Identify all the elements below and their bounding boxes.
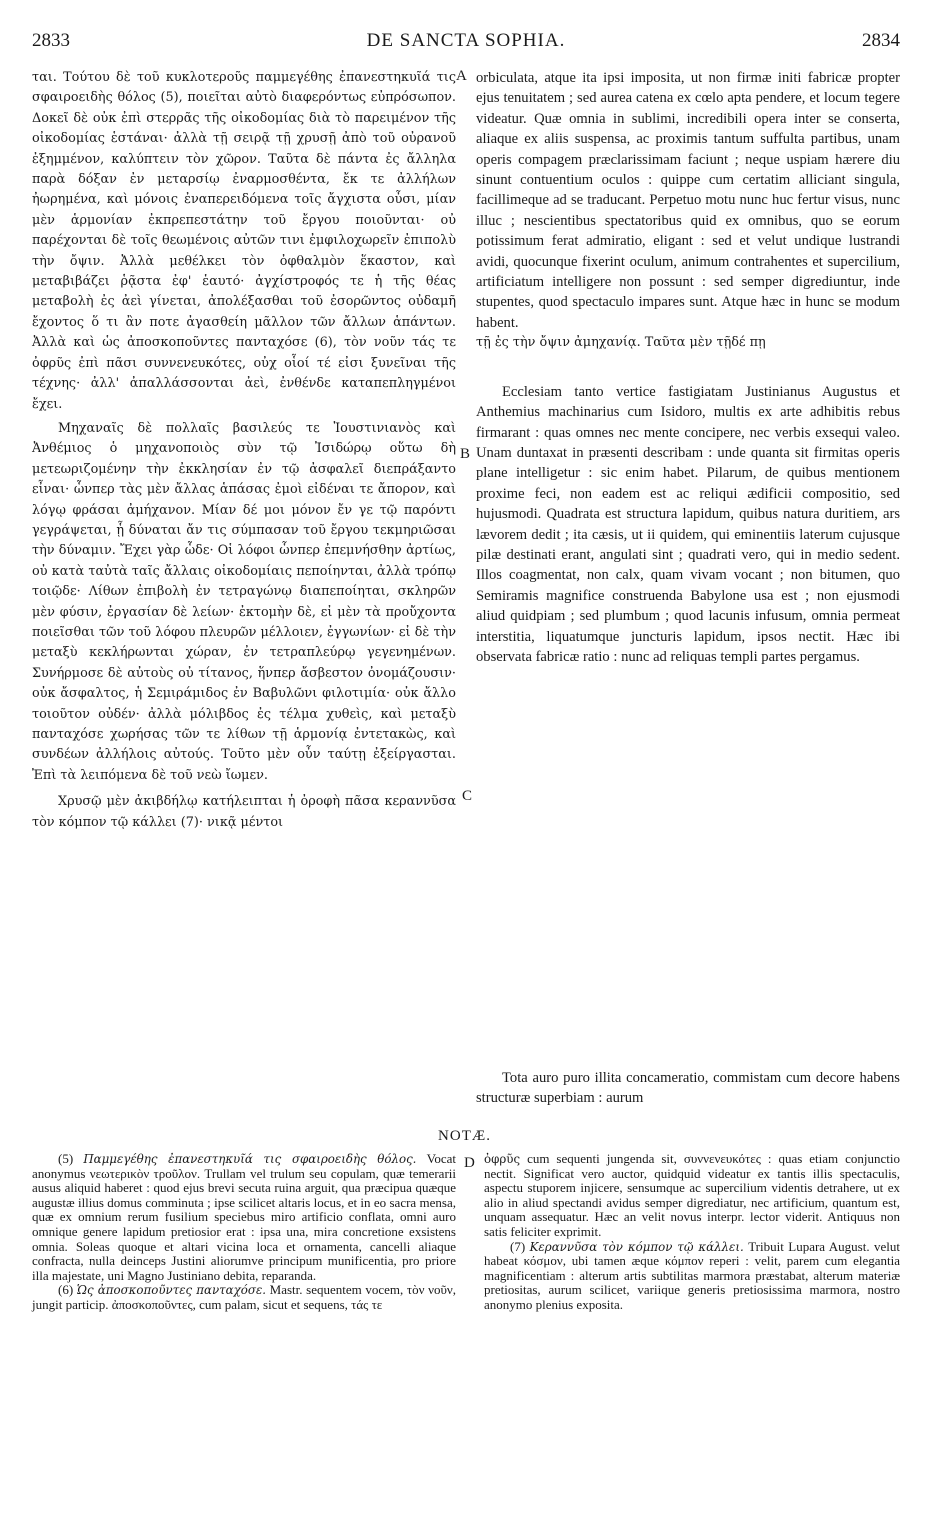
latin-paragraph: Tota auro puro illita concameratio, commistam cum decore habens structuræ superbiam : aurum: [476, 1070, 900, 1107]
footnote-5: [32, 1152, 456, 1283]
margin-letter-b: B: [460, 446, 471, 462]
footnote-6-continued: [484, 1152, 900, 1240]
greek-paragraph: ται. Τούτου δὲ τοῦ κυκλοτεροῦς παμμεγέθης ἐπανεστηκυῖά τις σφαιροειδὴς θόλος (5), ποιεῖται αὐτὸ διαφερόντως εὐπρόσωπον. Δοκεῖ δὲ οὐκ ἐπὶ στερρᾶς τῆς οἰκοδομίας διὰ τὸ παρειμένον τῆς οἰκοδομίας ἑστάναι· ἀλλὰ τῇ σειρᾷ τῇ χρυσῇ ἀπὸ τοῦ οὐρανοῦ ἐξημμένον, καλύπτειν τὸν χῶρον. Ταῦτα δὲ πάντα ἐς ἄλληλα παρὰ δόξαν ἐν μεταρσίῳ ἐναρμοσθέντα, ἔκ τε ἀλλήλων ἠωρημένα, καὶ μόνοις ἐναπερειδόμενα τοῖς ἄγχιστα οὖσι, μίαν μὲν ἁρμονίαν ἐκπρεπεστάτην τοῦ ἔργου ποιοῦνται· οὐ παρέχονται δὲ τοῖς θεωμένοις αὐτῶν τινι ἐμφιλοχωρεῖν ἐπιπολὺ τὴν ὄψιν. Ἀλλὰ μεθέλκει τὸν ὀφθαλμὸν ἕκαστον, καὶ μεταβιβάζει ῥᾷστα ἐφ' ἑαυτό· ἀγχίστροφός τε ἡ τῆς θέας μεταβολὴ ἐς ἀεὶ γίνεται, ἀπολέξασθαι τοῦ ἐσορῶντος οὐδαμῆ ἔχοντος ὅ τι ἂν ποτε ἀγασθείη μᾶλλον τῶν ἄλλων ἁπάντων. Ἀλλὰ καὶ ὡς ἀποσκοποῦντες πανταχόσε (6), τὸν νοῦν τάς τε ὀφρῦς ἐπὶ πᾶσι συννενευκότες, οὐχ οἷοί τέ εἰσι ξυνεῖναι τῆς τέχνης· ἀλλ' ἀπαλλάσσονται ἀεὶ, ἐνθένδε καταπεπληγμένοι ἔχει.: [32, 70, 456, 412]
latin-column: [476, 68, 900, 1107]
footnote-text: Tribuit Lupara August. velut habeat κόσμον, ubi tamen æque κόμπον reperi : velit, parem cum elegantia magnificentiam : alterum artis subtilitas marmora præstabat, alterum materiæ pretiositas, aurum scilicet, variique generis pretiosissima marmora, nostro anonymo plenius exposita.: [484, 1238, 901, 1312]
greek-interpolation: τῇ ἐς τὴν ὄψιν ἀμηχανίᾳ. Ταῦτα μὲν τῇδέ πῃ: [476, 335, 766, 351]
margin-letter-a: A: [456, 68, 467, 84]
notes-heading: NOTÆ.: [438, 1128, 491, 1144]
notes-right-column: [484, 1152, 900, 1313]
footnote-lemma: Παμμεγέθης ἐπανεστηκυῖά τις σφαιροειδὴς θόλος.: [83, 1152, 417, 1166]
greek-paragraph: Μηχαναῖς δὲ πολλαῖς βασιλεύς τε Ἰουστινιανὸς καὶ Ἀνθέμιος ὁ μηχανοποιὸς σὺν τῷ Ἰσιδώρῳ οὕτω δὴ μετεωριζομένην τὴν ἐκκλησίαν ἐν τῷ ἀσφαλεῖ διεπράξαντο εἶναι· ὧνπερ τὰς μὲν ἄλλας ἁπάσας ἐμοὶ εἰδέναι τε ἄπορον, καὶ λόγῳ φράσαι ἀμήχανον. Μίαν δέ μοι μόνον ἔν γε τῷ παρόντι γεγράψεται, ᾗ δύναται ἄν τις σύμπασαν τοῦ ἔργου τεκμηριῶσαι τὴν δύναμιν. Ἔχει γὰρ ὧδε· Οἱ λόφοι ὧνπερ ἐπεμνήσθην ἀρτίως, οὐ κατὰ ταὐτὰ ταῖς ἄλλαις οἰκοδομίαις πεποίηνται, ἀλλὰ τρόπῳ τοιῷδε· Λίθων ἐπιβολὴ ἐν τετραγώνῳ διαπεποίηται, σκληρῶν μὲν φύσιν, ἐργασίαν δὲ λείων· ἐκτομὴν δὲ, εἰ μὲν τὰ προὔχοντα ποιεῖσθαι τῶν τοῦ λόφου πλευρῶν μέλλοιεν, ἐγγωνίων· εἰ δὲ τὴν μεταξὺ κεκλήρωνται χώραν, ἐν τετραπλεύρῳ γεγενημένων. Συνήρμοσε δὲ αὐτοὺς οὐ τίτανος, ἥνπερ ἄσβεστον ὀνομάζουσιν· οὐκ ἄσφαλτος, ἡ Σεμιράμιδος ἐν Βαβυλῶνι φιλοτιμία· οὐκ ἄλλο τοιοῦτον οὐδέν· ἀλλὰ μόλιβδος ἐς τέλμα χυθεὶς, καὶ μεταξὺ πανταχόσε χωρήσας τῶν τε λίθων τῇ ἁρμονίᾳ ἐντετακὼς, καὶ συνδέων ἀλλήλοις αὐτούς. Τοῦτο μὲν οὖν ταύτῃ ἐξείργασται. Ἐπὶ τὰ λειπόμενα δὲ τοῦ νεὼ ἴωμεν.: [32, 420, 456, 783]
greek-column: [32, 68, 456, 833]
notes-left-column: [32, 1152, 456, 1313]
footnote-number: (6): [58, 1282, 74, 1298]
running-header: [32, 30, 900, 52]
latin-paragraph: orbiculata, atque ita ipsi imposita, ut non firmæ initi fabricæ propter ejus tenuitatem ; sed aurea catena ex cœlo apta pendere, et locum tegere videatur. Quæ omnia in sublimi, incredibili opera inter se conserta, aliaque ex aliis suspensa, ac proximis tantum suffulta partibus, unam operis compagem præclarissimam faciunt ; neque uspiam hærere diu sinunt contuentium oculos : quippe cum certatim alliciant singula, facillimeque ad se traducant. Perpetuo motu nunc huc fertur visus, nunc illuc ; nescientibus spectatoribus quid ex omnibus, quo se eorum potissimum ferat admiratio, eligant : sed et velut undique lustrandi avidi, quocunque fixerint oculum, animum contrahentes et supercilium, artificiatum intelligere non possunt : sed semper digrediuntur, inde stupentes, quod spectaculo impares sunt. Atque hæc in hunc se modum habent.: [476, 70, 900, 331]
right-page-number: 2834: [862, 30, 900, 51]
footnote-6: [32, 1283, 456, 1312]
footnote-greek: ὀφρῦς: [484, 1152, 521, 1166]
margin-letter-c: C: [462, 788, 473, 804]
footnote-number: (5): [58, 1151, 74, 1166]
footnote-text: cum sequenti jungenda sit, συννενευκότες : quas etiam conjunctio nectit. Significat vero auctor, quidquid videatur ex tantis illis spectaculis, aspectu stuporem injicere, sensumque ac supercilium videntis detrahere, ut ex alio in aliud spectandi avidus semper digrediatur, nec artificium, quantum est, unquam assequatur. Hæc an velit novus interpr. lector viderit. Antiquus non satis feliciter exprimit.: [484, 1151, 900, 1239]
footnote-text: Mastr. sequentem vocem, τὸν νοῦν, jungit particip. ἀποσκοποῦντες, cum palam, sicut et sequens, τάς τε: [32, 1282, 457, 1312]
footnote-number: (7): [510, 1238, 526, 1254]
footnote-7: [484, 1240, 900, 1313]
left-page-number: 2833: [32, 30, 70, 51]
footnote-lemma: Ὡς ἀποσκοποῦντες πανταχόσε.: [76, 1283, 267, 1298]
running-title: DE SANCTA SOPHIA.: [366, 30, 566, 51]
latin-paragraph: Ecclesiam tanto vertice fastigiatam Justinianus Augustus et Anthemius machinarius cum Isidoro, multis ex arte adhibitis rebus firmarant : quas omnes nec mente concipere, nec verbis exsequi valeo. Unam duntaxat in præsenti describam : unde quanta sit firmitas operis plane intelligetur : sic enim habet. Pilarum, de quibus mentionem proxime feci, non eadem est ac reliqui ædificii compositio, sed hujusmodi. Quadrata est structura lapidum, quibus natura duritiem, ars lævorem dedit ; ita cæsis, ut ii quidem, qui eminentiis laterum cujusque pilæ destinati erant, angulati sint ; quadrati vero, qui in medio sedent. Illos coagmentat, non calx, quam vivam vocant ; non bitumen, quo Semiramis magnifice construenda Babylone usa est ; non ejusmodi aliud quidpiam ; sed plumbum ; quod lacunis infusum, omnia permeat interstitia, liquatumque juncturis lapidum, ipsos nectit. Hæc ibi observata fabricæ ratio : nunc ad reliquas templi partes pergamus.: [476, 383, 900, 665]
footnote-text: Vocat anonymus νεωτερικὸν τροῦλον. Trullam vel trulum seu copulam, quæ temerarii ausus aliquid haberet : quod ejus brevi secuta ruina arguit, qua præcipua quæque augustæ illius domus comminuta ; ipse scilicet altaris locus, et in eo sacra mensa, quæ ex omnium rerum fusilium speciebus miro artificio conflata, omni auro omnique genere lapidum pretiosior erat : ipsa una, mira concretione exsistens omnia. Soleas quoque et altari vicina loca et ornamenta, cancelli aliaque confracta, nulla deinceps Justini aliorumve principum munificentia, pro priore illa majestate, uni Magno Justiniano debita, reparanda.: [32, 1151, 456, 1283]
footnote-lemma: Κεραννῦσα τὸν κόμπον τῷ κάλλει.: [529, 1239, 744, 1254]
greek-paragraph: Χρυσῷ μὲν ἀκιβδήλῳ κατήλειπται ἡ ὀροφὴ πᾶσα κεραννῦσα τὸν κόμπον τῷ κάλλει (7)· νικᾷ μέντοι: [32, 794, 456, 830]
margin-letter-d: D: [464, 1155, 475, 1171]
